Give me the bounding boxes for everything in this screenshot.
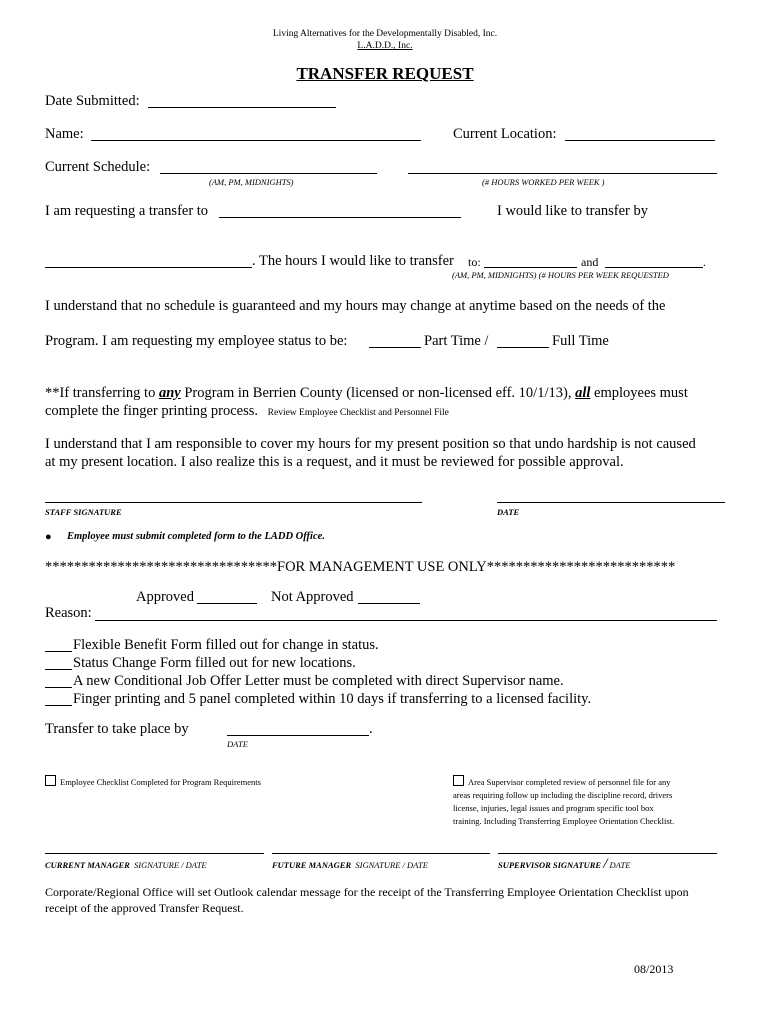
approved-field[interactable]	[197, 603, 257, 604]
area-supervisor-line: areas requiring follow up including the discipline record, drivers	[453, 790, 673, 800]
bullet-dot: ●	[45, 531, 52, 543]
full-time-field[interactable]	[497, 347, 549, 348]
understand-line-2: Program. I am requesting my employee status to be:	[45, 333, 348, 349]
berrien-notice-line-2: complete the finger printing process. Review Employee Checklist and Personnel File	[45, 403, 449, 419]
staff-signature-field[interactable]	[45, 502, 422, 503]
org-name: Living Alternatives for the Developmentally Disabled, Inc.	[272, 29, 498, 39]
page-title: TRANSFER REQUEST	[296, 64, 474, 83]
current-location-field[interactable]	[565, 140, 715, 141]
schedule-hint: (AM, PM, MIDNIGHTS)	[209, 177, 294, 187]
current-manager-signature-field[interactable]	[45, 853, 264, 854]
part-time-field[interactable]	[369, 347, 421, 348]
hours-shift-field[interactable]	[484, 267, 577, 268]
name-field[interactable]	[91, 140, 421, 141]
checklist-blank-3[interactable]	[45, 687, 72, 688]
hours-hint: (# HOURS WORKED PER WEEK )	[482, 177, 605, 187]
checklist-item: Status Change Form filled out for new locations.	[73, 655, 356, 671]
full-time-label: Full Time	[552, 333, 609, 349]
checklist-blank-4[interactable]	[45, 705, 72, 706]
checklist-item: A new Conditional Job Offer Letter must be completed with direct Supervisor name.	[73, 673, 564, 689]
date-submitted-label: Date Submitted:	[45, 93, 140, 109]
staff-date-label: DATE	[497, 507, 520, 517]
responsible-line-2: at my present location. I also realize this is a request, and it must be reviewed for possible approval.	[45, 454, 624, 470]
hours-hint-2: (AM, PM, MIDNIGHTS) (# HOURS PER WEEK REQUESTED	[452, 270, 669, 280]
hours-to-label: to:	[468, 255, 481, 269]
area-supervisor-line: Area Supervisor completed review of personnel file for any	[468, 777, 671, 787]
area-supervisor-checkbox[interactable]	[453, 775, 464, 786]
future-manager-label: FUTURE MANAGER SIGNATURE / DATE	[272, 860, 428, 870]
transfer-date-end: .	[369, 721, 373, 737]
reason-field[interactable]	[95, 620, 717, 621]
transfer-by-label: I would like to transfer by	[497, 203, 649, 219]
transfer-date-field[interactable]	[227, 735, 369, 736]
checklist-blank-1[interactable]	[45, 651, 72, 652]
berrien-notice-line-1: **If transferring to any Program in Berrien County (licensed or non-licensed eff. 10/1/13), all employees must	[45, 385, 688, 401]
current-schedule-field[interactable]	[160, 173, 377, 174]
hours-per-week-field[interactable]	[605, 267, 703, 268]
hours-transfer-label: . The hours I would like to transfer	[252, 253, 454, 269]
checklist-blank-2[interactable]	[45, 669, 72, 670]
requesting-transfer-label: I am requesting a transfer to	[45, 203, 209, 219]
supervisor-signature-field[interactable]	[498, 853, 717, 854]
revision-date: 08/2013	[634, 962, 674, 976]
hours-worked-field[interactable]	[408, 173, 717, 174]
checklist-item: Flexible Benefit Form filled out for change in status.	[73, 637, 379, 653]
staff-date-field[interactable]	[497, 502, 725, 503]
transfer-date-label: Transfer to take place by	[45, 721, 189, 737]
employee-checklist-checkbox[interactable]	[45, 775, 56, 786]
current-schedule-label: Current Schedule:	[45, 159, 151, 175]
reason-label: Reason:	[45, 605, 92, 621]
employee-checklist-item	[45, 775, 261, 787]
corporate-note-line-2: receipt of the approved Transfer Request.	[45, 901, 244, 915]
transfer-date-hint: DATE	[227, 739, 248, 749]
not-approved-label: Not Approved	[271, 589, 354, 605]
not-approved-field[interactable]	[358, 603, 420, 604]
management-banner: ********************************FOR MANAGEMENT USE ONLY**************************	[45, 559, 676, 575]
hours-end: .	[703, 255, 706, 269]
approved-label: Approved	[136, 589, 194, 605]
future-manager-signature-field[interactable]	[272, 853, 490, 854]
name-label: Name:	[45, 126, 84, 142]
transfer-to-field[interactable]	[219, 217, 461, 218]
area-supervisor-line: training. Including Transferring Employee Orientation Checklist.	[453, 816, 675, 826]
date-submitted-field[interactable]	[148, 107, 336, 108]
understand-line-1: I understand that no schedule is guaranteed and my hours may change at anytime based on the needs of the	[45, 298, 666, 314]
supervisor-signature-label: SUPERVISOR SIGNATURE / DATE	[498, 856, 631, 872]
area-supervisor-item	[453, 775, 671, 787]
staff-signature-label: STAFF SIGNATURE	[45, 507, 122, 517]
responsible-line-1: I understand that I am responsible to cover my hours for my present position so that undo hardship is not caused	[45, 436, 696, 452]
current-manager-label: CURRENT MANAGER SIGNATURE / DATE	[45, 860, 207, 870]
part-time-label: Part Time /	[424, 333, 489, 349]
corporate-note-line-1: Corporate/Regional Office will set Outlook calendar message for the receipt of the Transferring Employee Orientation Checklist upon	[45, 885, 689, 899]
current-location-label: Current Location:	[453, 126, 557, 142]
submit-instruction: Employee must submit completed form to the LADD Office.	[67, 531, 325, 542]
area-supervisor-line: license, injuries, legal issues and program specific tool box	[453, 803, 654, 813]
hours-and-label: and	[581, 255, 599, 269]
employee-checklist-label: Employee Checklist Completed for Program Requirements	[60, 777, 261, 787]
org-abbr: L.A.D.D., Inc.	[357, 41, 413, 51]
transfer-by-field[interactable]	[45, 267, 252, 268]
checklist-item: Finger printing and 5 panel completed within 10 days if transferring to a licensed facility.	[73, 691, 592, 707]
